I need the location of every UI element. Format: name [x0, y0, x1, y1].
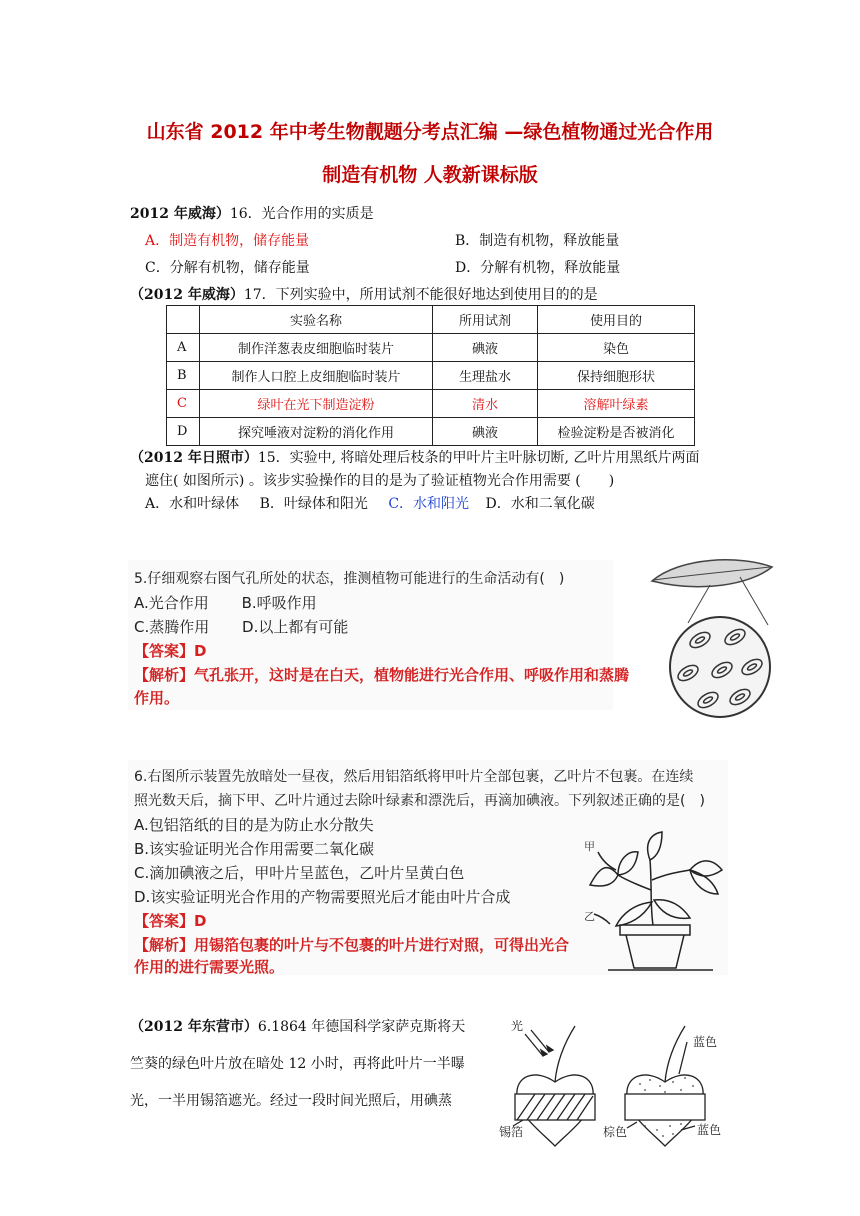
row-purpose: 溶解叶绿素	[538, 390, 695, 418]
dongying-line2: 竺葵的绿色叶片放在暗处 12 小时，再将此叶片一半曝	[130, 1056, 465, 1072]
label-blue-top: 蓝色	[693, 1035, 718, 1049]
q6-option-a: A.包铝箔纸的目的是为防止水分散失	[134, 816, 374, 834]
q15-option-c: C．水和阳光	[388, 496, 470, 512]
header-purpose: 使用目的	[538, 306, 695, 334]
q5-stem: 5.仔细观察右图气孔所处的状态，推测植物可能进行的生命活动有( )	[134, 571, 565, 587]
row-purpose: 检验淀粉是否被消化	[538, 418, 695, 446]
q16-option-b: B．制造有机物，释放能量	[455, 233, 620, 249]
row-purpose: 保持细胞形状	[538, 362, 695, 390]
row-letter: C	[167, 390, 200, 418]
potted-plant-figure	[578, 830, 728, 975]
row-experiment-name: 制作洋葱表皮细胞临时装片	[200, 334, 433, 362]
table-header-row	[167, 306, 695, 334]
q5-options-row2	[134, 616, 348, 637]
row-reagent: 生理盐水	[433, 362, 538, 390]
q17-stem	[130, 286, 598, 304]
q16-option-a: A．制造有机物，储存能量	[145, 233, 310, 249]
q15-option-a: A．水和叶绿体	[145, 496, 240, 512]
q16-stem	[130, 205, 374, 223]
label-yi: 乙	[584, 910, 595, 923]
row-experiment-name: 制作人口腔上皮细胞临时装片	[200, 362, 433, 390]
q15-option-d: D．水和二氧化碳	[485, 496, 595, 512]
q5-answer: 【答案】D	[134, 642, 207, 660]
dongying-source: （2012 年东营市）	[130, 1019, 258, 1035]
label-foil: 锡箔	[499, 1125, 524, 1139]
q15-stem-line1	[130, 449, 699, 467]
q15-source: （2012 年日照市）	[130, 450, 258, 466]
label-jia: 甲	[584, 840, 595, 853]
row-reagent: 碘液	[433, 334, 538, 362]
header-reagent: 所用试剂	[433, 306, 538, 334]
q16-option-c: C．分解有机物，储存能量	[145, 260, 310, 276]
row-letter: A	[167, 334, 200, 362]
q5-analysis-line2: 作用。	[134, 689, 180, 707]
dongying-line1	[130, 1013, 465, 1041]
row-purpose: 染色	[538, 334, 695, 362]
row-reagent: 清水	[433, 390, 538, 418]
table-row	[167, 334, 695, 362]
q6-analysis-line2: 作用的进行需要光照。	[134, 958, 285, 976]
q15-options	[145, 495, 595, 513]
row-reagent: 碘液	[433, 418, 538, 446]
label-blue-bottom: 蓝色	[697, 1123, 722, 1137]
leaf-experiment-figure	[495, 1012, 740, 1152]
table-row	[167, 418, 695, 446]
row-experiment-name: 绿叶在光下制造淀粉	[200, 390, 433, 418]
row-letter: B	[167, 362, 200, 390]
q5-option-a: A.光合作用	[134, 594, 209, 612]
row-experiment-name: 探究唾液对淀粉的消化作用	[200, 418, 433, 446]
q17-table	[166, 305, 695, 446]
table-corner-cell	[167, 306, 200, 334]
table-row	[167, 362, 695, 390]
stomata-figure	[640, 555, 790, 725]
q6-stem-line1: 6.右图所示装置先放暗处一昼夜，然后用铝箔纸将甲叶片全部包裹，乙叶片不包裹。在连续	[134, 769, 694, 785]
q15-text-1: 15．实验中, 将暗处理后枝条的甲叶片主叶脉切断, 乙叶片用黑纸片两面	[257, 450, 700, 466]
q17-source: （2012 年威海）	[130, 287, 244, 303]
q5-analysis-line1: 【解析】气孔张开，这时是在白天，植物能进行光合作用、呼吸作用和蒸腾	[134, 666, 630, 684]
label-light: 光	[511, 1019, 524, 1033]
q5-option-b: B.呼吸作用	[241, 594, 317, 612]
q5-option-c: C.蒸腾作用	[134, 618, 210, 636]
q6-option-b: B.该实验证明光合作用需要二氧化碳	[134, 840, 375, 858]
dongying-line3: 光，一半用锡箔遮光。经过一段时间光照后，用碘蒸	[130, 1093, 452, 1109]
q5-option-d: D.以上都有可能	[242, 618, 349, 636]
q6-stem-line2: 照光数天后，摘下甲、乙叶片通过去除叶绿素和漂洗后，再滴加碘液。下列叙述正确的是( )	[134, 793, 705, 809]
header-experiment-name: 实验名称	[200, 306, 433, 334]
q15-option-b: B．叶绿体和阳光	[259, 496, 368, 512]
row-letter: D	[167, 418, 200, 446]
q16-text: 16．光合作用的实质是	[229, 206, 374, 222]
dongying-text-1: 6.1864 年德国科学家萨克斯将天	[257, 1019, 466, 1035]
q15-stem-line2: 遮住( 如图所示) 。该步实验操作的目的是为了验证植物光合作用需要 ( )	[145, 473, 615, 489]
table-row-answer	[167, 390, 695, 418]
q5-screenshot	[128, 560, 630, 710]
document-title-line1: 山东省 2012 年中考生物靓题分考点汇编 —绿色植物通过光合作用	[146, 121, 714, 143]
q16-option-d: D．分解有机物，释放能量	[455, 260, 621, 276]
q17-text: 17．下列实验中，所用试剂不能很好地达到使用目的的是	[243, 287, 598, 303]
q6-option-d: D.该实验证明光合作用的产物需要照光后才能由叶片合成	[134, 888, 511, 906]
q6-option-c: C.滴加碘液之后，甲叶片呈蓝色，乙叶片呈黄白色	[134, 864, 465, 882]
document-title-line2: 制造有机物 人教新课标版	[322, 164, 538, 186]
q6-analysis-line1: 【解析】用锡箔包裹的叶片与不包裹的叶片进行对照，可得出光合	[134, 936, 570, 954]
label-brown: 棕色	[603, 1125, 628, 1139]
q5-options-row1	[134, 592, 317, 613]
q16-source: 2012 年威海）	[130, 206, 230, 222]
q6-answer: 【答案】D	[134, 912, 207, 930]
